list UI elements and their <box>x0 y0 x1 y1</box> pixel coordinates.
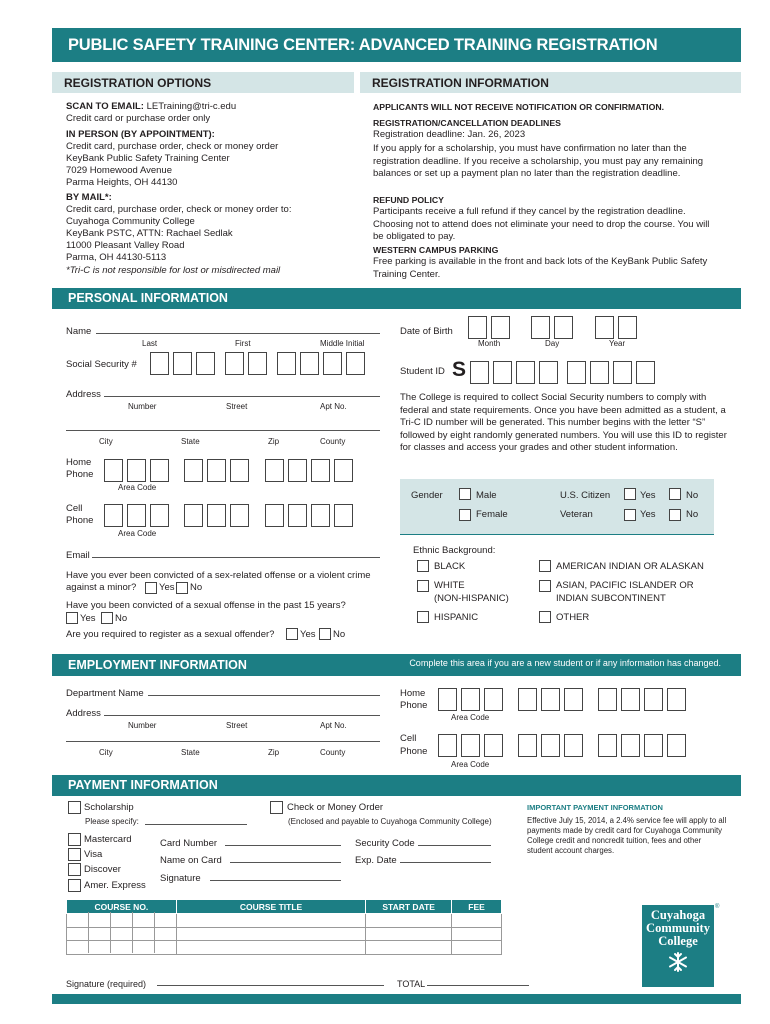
emp-cell-phone-box[interactable] <box>484 734 503 757</box>
security-code-field[interactable] <box>418 845 491 846</box>
first-caption: First <box>235 339 251 348</box>
mail-line: Credit card, purchase order, check or money order to: <box>66 204 292 215</box>
yes-label: Yes <box>640 490 656 501</box>
q1-no-checkbox[interactable] <box>176 582 188 594</box>
person-line: Parma Heights, OH 44130 <box>66 177 178 188</box>
security-code-label: Security Code <box>355 838 415 849</box>
gender-label: Gender <box>411 490 443 501</box>
exp-date-label: Exp. Date <box>355 855 397 866</box>
emp-home-phone-box[interactable] <box>438 688 457 711</box>
mail-line: Cuyahoga Community College <box>66 216 195 227</box>
yes-label: Yes <box>300 629 316 640</box>
other-label: OTHER <box>556 612 590 623</box>
q1-line1: Have you ever been convicted of a sex-related offense or a violent crime <box>66 570 371 581</box>
state-caption: State <box>181 748 200 757</box>
registration-info-heading: REGISTRATION INFORMATION <box>360 72 741 93</box>
name-label: Name <box>66 326 92 337</box>
citizen-yes-checkbox[interactable] <box>624 488 636 500</box>
student-id-prefix: S <box>452 358 467 381</box>
registration-options-heading: REGISTRATION OPTIONS <box>52 72 354 93</box>
deadlines-label: REGISTRATION/CANCELLATION DEADLINES <box>373 118 561 128</box>
card-number-label: Card Number <box>160 838 218 849</box>
cell-label: Cell <box>66 503 83 514</box>
emp-cell-phone-box[interactable] <box>461 734 480 757</box>
area-code-caption: Area Code <box>118 529 157 538</box>
no-label: No <box>190 582 203 593</box>
student-id-box[interactable] <box>539 361 558 384</box>
parking-text: Free parking is available in the front and back lots of the KeyBank Public Safety Training Center. <box>373 256 708 280</box>
american-indian-label: AMERICAN INDIAN OR ALASKAN <box>556 561 704 572</box>
emp-cell-phone-box[interactable] <box>644 734 663 757</box>
q1-line2: against a minor? <box>66 582 137 593</box>
no-label: No <box>115 613 128 624</box>
email-pay: Credit card or purchase order only <box>66 113 211 124</box>
q3-label: Are you required to register as a sexual offender? <box>66 629 275 640</box>
female-checkbox[interactable] <box>459 509 471 521</box>
cell-phone-box[interactable] <box>104 504 123 527</box>
employment-title: EMPLOYMENT INFORMATION <box>68 658 247 672</box>
asian-checkbox[interactable] <box>539 580 551 592</box>
snowflake-icon <box>667 951 689 973</box>
logo-line-1: Cuyahoga <box>650 908 706 922</box>
american-indian-checkbox[interactable] <box>539 560 551 572</box>
scholarship-text: If you apply for a scholarship, you must have confirmation no later than the registration deadline. If you receive a scholarship, you must pay any remaining balances or set up a payment plan no later than the registration deadline. <box>373 143 704 179</box>
home-phone-box[interactable] <box>288 459 307 482</box>
ssn-digit-box[interactable] <box>225 352 244 375</box>
home-phone-box[interactable] <box>127 459 146 482</box>
number-caption: Number <box>128 721 157 730</box>
veteran-no-checkbox[interactable] <box>669 509 681 521</box>
cell-phone-box[interactable] <box>265 504 284 527</box>
county-caption: County <box>320 748 346 757</box>
cell-phone-box[interactable] <box>334 504 353 527</box>
emp-phone-label: Phone <box>400 700 428 711</box>
ssn-label: Social Security # <box>66 359 137 370</box>
home-phone-box[interactable] <box>334 459 353 482</box>
logo-line-3: College <box>658 934 698 948</box>
dob-label: Date of Birth <box>400 326 453 337</box>
home-phone-box[interactable] <box>184 459 203 482</box>
number-caption: Number <box>128 402 157 411</box>
col-course-title: COURSE TITLE <box>176 900 366 914</box>
employment-heading <box>52 654 741 676</box>
card-type-label: Mastercard <box>84 834 132 845</box>
cell-phone-box[interactable] <box>184 504 203 527</box>
ethnic-label: Ethnic Background: <box>413 545 496 556</box>
email-option: SCAN TO EMAIL: LETraining@tri-c.edu <box>66 101 237 112</box>
signature-required-field[interactable] <box>157 985 384 986</box>
student-id-box[interactable] <box>590 361 609 384</box>
emp-cell-label: Cell <box>400 733 417 744</box>
cell-phone-box[interactable] <box>311 504 330 527</box>
address-label: Address <box>66 389 101 400</box>
q2-yes-checkbox[interactable] <box>66 612 78 624</box>
enclosed-note: (Enclosed and payable to Cuyahoga Community College) <box>288 817 492 826</box>
street-caption: Street <box>226 721 248 730</box>
student-id-box[interactable] <box>636 361 655 384</box>
name-field[interactable] <box>96 333 380 334</box>
yes-label: Yes <box>640 509 656 520</box>
dob-day-box[interactable] <box>531 316 550 339</box>
cell-phone-box[interactable] <box>288 504 307 527</box>
ssn-digit-box[interactable] <box>277 352 296 375</box>
cell-phone-box[interactable] <box>127 504 146 527</box>
ssn-digit-box[interactable] <box>173 352 192 375</box>
important-label: IMPORTANT PAYMENT INFORMATION <box>527 803 663 812</box>
person-line: 7029 Homewood Avenue <box>66 165 172 176</box>
q2-label: Have you been convicted of a sexual offense in the past 15 years? <box>66 600 346 611</box>
student-id-box[interactable] <box>516 361 535 384</box>
by-mail-label: BY MAIL*: <box>66 192 112 203</box>
zip-caption: Zip <box>268 748 280 757</box>
payment-heading: PAYMENT INFORMATION <box>52 775 741 796</box>
email-field[interactable] <box>92 557 380 558</box>
signature-required-label: Signature (required) <box>66 979 147 989</box>
col-start-date: START DATE <box>366 900 452 914</box>
emp-city-field[interactable] <box>66 741 380 742</box>
hispanic-label: HISPANIC <box>434 612 479 623</box>
course-no-divider <box>132 912 133 953</box>
other-checkbox[interactable] <box>539 611 551 623</box>
home-phone-box[interactable] <box>265 459 284 482</box>
mastercard-checkbox[interactable] <box>68 833 81 846</box>
ssn-digit-box[interactable] <box>196 352 215 375</box>
home-phone-box[interactable] <box>311 459 330 482</box>
exp-date-field[interactable] <box>400 862 491 863</box>
veteran-yes-checkbox[interactable] <box>624 509 636 521</box>
ssn-digit-box[interactable] <box>150 352 169 375</box>
last-caption: Last <box>142 339 158 348</box>
apt-caption: Apt No. <box>320 721 347 730</box>
zip-caption: Zip <box>268 437 280 446</box>
citizen-label: U.S. Citizen <box>560 490 611 501</box>
female-label: Female <box>476 509 508 520</box>
cell-phone-box[interactable] <box>207 504 226 527</box>
emp-cell-phone-box[interactable] <box>621 734 640 757</box>
card-type-label: Discover <box>84 864 121 875</box>
col-course-no: COURSE NO. <box>67 900 177 914</box>
parking-label: WESTERN CAMPUS PARKING <box>373 245 499 255</box>
emp-home-phone-box[interactable] <box>667 688 686 711</box>
emp-phone-label: Phone <box>400 746 428 757</box>
emp-home-phone-box[interactable] <box>621 688 640 711</box>
student-id-box[interactable] <box>470 361 489 384</box>
name-on-card-label: Name on Card <box>160 855 222 866</box>
page-title: PUBLIC SAFETY TRAINING CENTER: ADVANCED TRAINING REGISTRATION <box>68 36 658 54</box>
white-label-2: (NON-HISPANIC) <box>434 593 509 604</box>
home-label: Home <box>66 457 92 468</box>
black-label: BLACK <box>434 561 466 572</box>
emp-home-phone-box[interactable] <box>484 688 503 711</box>
area-code-caption: Area Code <box>118 483 157 492</box>
dob-year-box[interactable] <box>595 316 614 339</box>
logo-line-2: Community <box>646 921 710 935</box>
card-signature-field[interactable] <box>210 880 341 881</box>
refund-text: Participants receive a full refund if they cancel by the registration deadline. Choosing not to attend does not eliminate your need to drop the course. You will be obligated to pay. <box>373 206 710 242</box>
emp-cell-phone-box[interactable] <box>541 734 560 757</box>
applicants-notice: APPLICANTS WILL NOT RECEIVE NOTIFICATION OR CONFIRMATION. <box>373 102 665 112</box>
emp-address-label: Address <box>66 708 101 719</box>
home-phone-box[interactable] <box>230 459 249 482</box>
county-caption: County <box>320 437 346 446</box>
address-field[interactable] <box>104 396 380 397</box>
phone-label: Phone <box>66 515 94 526</box>
footer-bar <box>52 994 741 1004</box>
state-caption: State <box>181 437 200 446</box>
black-checkbox[interactable] <box>417 560 429 572</box>
ssn-digit-box[interactable] <box>323 352 342 375</box>
demographics-panel <box>400 479 714 535</box>
important-text: Effective July 15, 2014, a 2.4% service fee will apply to all payments made by credit card for Cuyahoga Community College credit and noncredit tuition, fees and other student account charges. <box>527 816 727 855</box>
month-caption: Month <box>478 339 501 348</box>
mail-note: *Tri-C is not responsible for lost or misdirected mail <box>66 265 281 276</box>
q2-no-checkbox[interactable] <box>101 612 113 624</box>
asian-label: ASIAN, PACIFIC ISLANDER OR <box>556 580 694 591</box>
card-type-label: Amer. Express <box>84 880 146 891</box>
ssn-digit-box[interactable] <box>300 352 319 375</box>
emp-cell-phone-box[interactable] <box>518 734 537 757</box>
total-field[interactable] <box>427 985 529 986</box>
person-line: Credit card, purchase order, check or money order <box>66 141 279 152</box>
card-number-field[interactable] <box>225 845 341 846</box>
emp-cell-phone-box[interactable] <box>438 734 457 757</box>
card-type-label: Visa <box>84 849 103 860</box>
person-line: KeyBank Public Safety Training Center <box>66 153 230 164</box>
check-checkbox[interactable] <box>270 801 283 814</box>
asian-label-2: INDIAN SUBCONTINENT <box>556 593 666 604</box>
check-label: Check or Money Order <box>287 802 384 813</box>
dob-month-box[interactable] <box>491 316 510 339</box>
city-field[interactable] <box>66 430 380 431</box>
dob-day-box[interactable] <box>554 316 573 339</box>
q1-yes-checkbox[interactable] <box>145 582 157 594</box>
street-caption: Street <box>226 402 248 411</box>
student-id-text: The College is required to collect Social Security numbers to comply with federal and state requirements. Once you have been admitted as a student, a Tri-C ID number will be generated. This number begins with the letter “S” followed by eight randomly generated numbers. You will use this ID to register for classes and access your grades and other student information. <box>400 392 727 453</box>
amex-checkbox[interactable] <box>68 879 81 892</box>
emp-cell-phone-box[interactable] <box>598 734 617 757</box>
scholarship-checkbox[interactable] <box>68 801 81 814</box>
year-caption: Year <box>609 339 626 348</box>
college-logo <box>642 905 714 987</box>
dob-month-box[interactable] <box>468 316 487 339</box>
course-no-divider <box>154 912 155 953</box>
white-label: WHITE <box>434 580 465 591</box>
mail-line: Parma, OH 44130-5113 <box>66 252 167 263</box>
mail-line: KeyBank PSTC, ATTN: Rachael Sedlak <box>66 228 233 239</box>
q3-yes-checkbox[interactable] <box>286 628 298 640</box>
emp-home-label: Home <box>400 688 426 699</box>
department-label: Department Name <box>66 688 144 699</box>
in-person-label: IN PERSON (BY APPOINTMENT): <box>66 129 215 140</box>
phone-label: Phone <box>66 469 94 480</box>
cell-phone-box[interactable] <box>230 504 249 527</box>
male-checkbox[interactable] <box>459 488 471 500</box>
card-signature-label: Signature <box>160 873 201 884</box>
emp-home-phone-box[interactable] <box>518 688 537 711</box>
middle-caption: Middle Initial <box>320 339 365 348</box>
emp-home-phone-box[interactable] <box>644 688 663 711</box>
hispanic-checkbox[interactable] <box>417 611 429 623</box>
ssn-digit-box[interactable] <box>346 352 365 375</box>
emp-cell-phone-box[interactable] <box>564 734 583 757</box>
home-phone-box[interactable] <box>104 459 123 482</box>
student-id-box[interactable] <box>613 361 632 384</box>
male-label: Male <box>476 490 497 501</box>
city-caption: City <box>99 748 113 757</box>
emp-home-phone-box[interactable] <box>564 688 583 711</box>
deadline: Registration deadline: Jan. 26, 2023 <box>373 129 526 140</box>
personal-info-heading: PERSONAL INFORMATION <box>52 288 741 309</box>
yes-label: Yes <box>159 582 175 593</box>
day-caption: Day <box>545 339 560 348</box>
no-label: No <box>333 629 346 640</box>
dob-year-box[interactable] <box>618 316 637 339</box>
email-label: Email <box>66 550 90 561</box>
emp-home-phone-box[interactable] <box>461 688 480 711</box>
specify-field[interactable] <box>145 824 247 825</box>
course-no-divider <box>110 912 111 953</box>
home-phone-box[interactable] <box>207 459 226 482</box>
white-checkbox[interactable] <box>417 580 429 592</box>
area-code-caption: Area Code <box>451 760 490 769</box>
yes-label: Yes <box>80 613 96 624</box>
citizen-no-checkbox[interactable] <box>669 488 681 500</box>
department-field[interactable] <box>148 695 380 696</box>
refund-label: REFUND POLICY <box>373 195 444 205</box>
emp-home-phone-box[interactable] <box>541 688 560 711</box>
scholarship-label: Scholarship <box>84 802 134 813</box>
emp-address-field[interactable] <box>104 715 380 716</box>
no-label: No <box>686 509 699 520</box>
home-phone-box[interactable] <box>150 459 169 482</box>
discover-checkbox[interactable] <box>68 863 81 876</box>
student-id-box[interactable] <box>567 361 586 384</box>
col-fee: FEE <box>452 900 502 914</box>
total-label: TOTAL <box>397 979 426 989</box>
title-bar <box>52 28 741 62</box>
mail-line: 11000 Pleasant Valley Road <box>66 240 185 251</box>
veteran-label: Veteran <box>560 509 593 520</box>
student-id-box[interactable] <box>493 361 512 384</box>
apt-caption: Apt No. <box>320 402 347 411</box>
area-code-caption: Area Code <box>451 713 490 722</box>
emp-cell-phone-box[interactable] <box>667 734 686 757</box>
course-no-divider <box>88 912 89 953</box>
registered-mark: ® <box>715 904 720 910</box>
city-caption: City <box>99 437 113 446</box>
student-id-label: Student ID <box>400 366 445 377</box>
employment-note: Complete this area if you are a new student or if any information has changed. <box>409 658 721 668</box>
specify-label: Please specify: <box>85 817 139 826</box>
cell-phone-box[interactable] <box>150 504 169 527</box>
no-label: No <box>686 490 699 501</box>
name-on-card-field[interactable] <box>230 862 341 863</box>
visa-checkbox[interactable] <box>68 848 81 861</box>
q3-no-checkbox[interactable] <box>319 628 331 640</box>
emp-home-phone-box[interactable] <box>598 688 617 711</box>
ssn-digit-box[interactable] <box>248 352 267 375</box>
